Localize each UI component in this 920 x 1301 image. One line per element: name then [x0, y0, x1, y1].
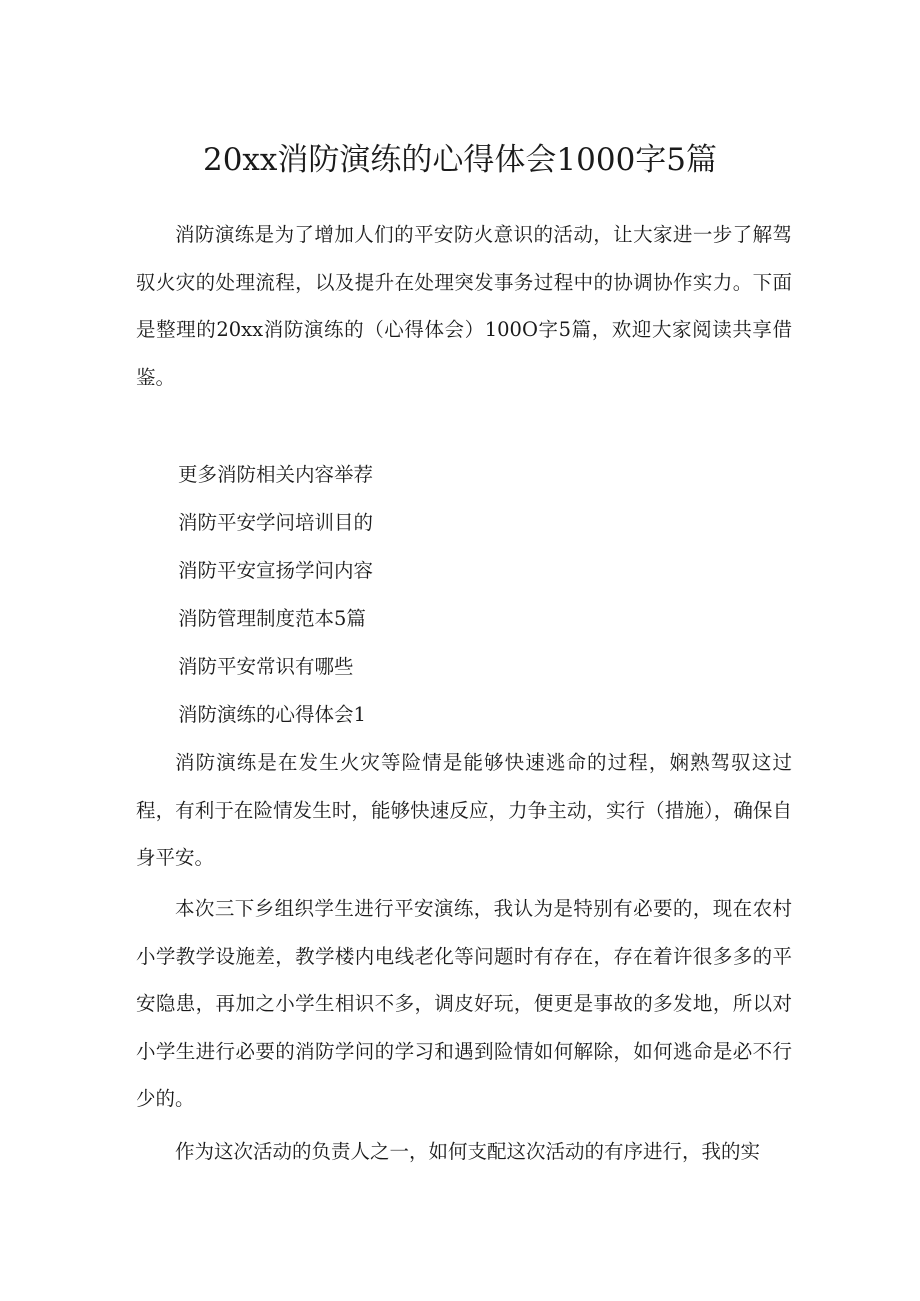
link-more-fire-content[interactable]: 更多消防相关内容举荐	[178, 463, 374, 486]
document-title: 20xx消防演练的心得体会1000字5篇	[202, 142, 718, 178]
body-paragraph-1: 消防演练是在发生火灾等险情是能够快速逃命的过程，娴熟驾驭这过程，有利于在险情发生时，能够快速反应，力争主动，实行（措施），确保自身平安。	[136, 751, 792, 869]
intro-paragraph: 消防演练是为了增加人们的平安防火意识的活动，让大家进一步了解驾驭火灾的处理流程，以及提升在处理突发事务过程中的协调协作实力。下面是整理的20xx消防演练的（心得体会）100O字5篇，欢迎大家阅读共享借鉴。	[136, 223, 792, 389]
body-paragraph-2: 本次三下乡组织学生进行平安演练，我认为是特别有必要的，现在农村小学教学设施差，教学楼内电线老化等问题时有存在，存在着许很多多的平安隐患，再加之小学生相识不多，调皮好玩，便更是事故的多发地，所以对小学生进行必要的消防学问的学习和遇到险情如何解除，如何逃命是必不行少的。	[136, 897, 792, 1110]
link-fire-safety-common-sense[interactable]: 消防平安常识有哪些	[178, 655, 354, 678]
link-fire-safety-publicity-content[interactable]: 消防平安宣扬学问内容	[178, 559, 374, 582]
link-fire-safety-training-purpose[interactable]: 消防平安学问培训目的	[178, 511, 374, 534]
link-fire-management-system-samples[interactable]: 消防管理制度范本5篇	[178, 607, 366, 630]
section-heading-1: 消防演练的心得体会1	[178, 703, 366, 726]
body-paragraph-3: 作为这次活动的负责人之一，如何支配这次活动的有序进行，我的实	[175, 1140, 761, 1163]
